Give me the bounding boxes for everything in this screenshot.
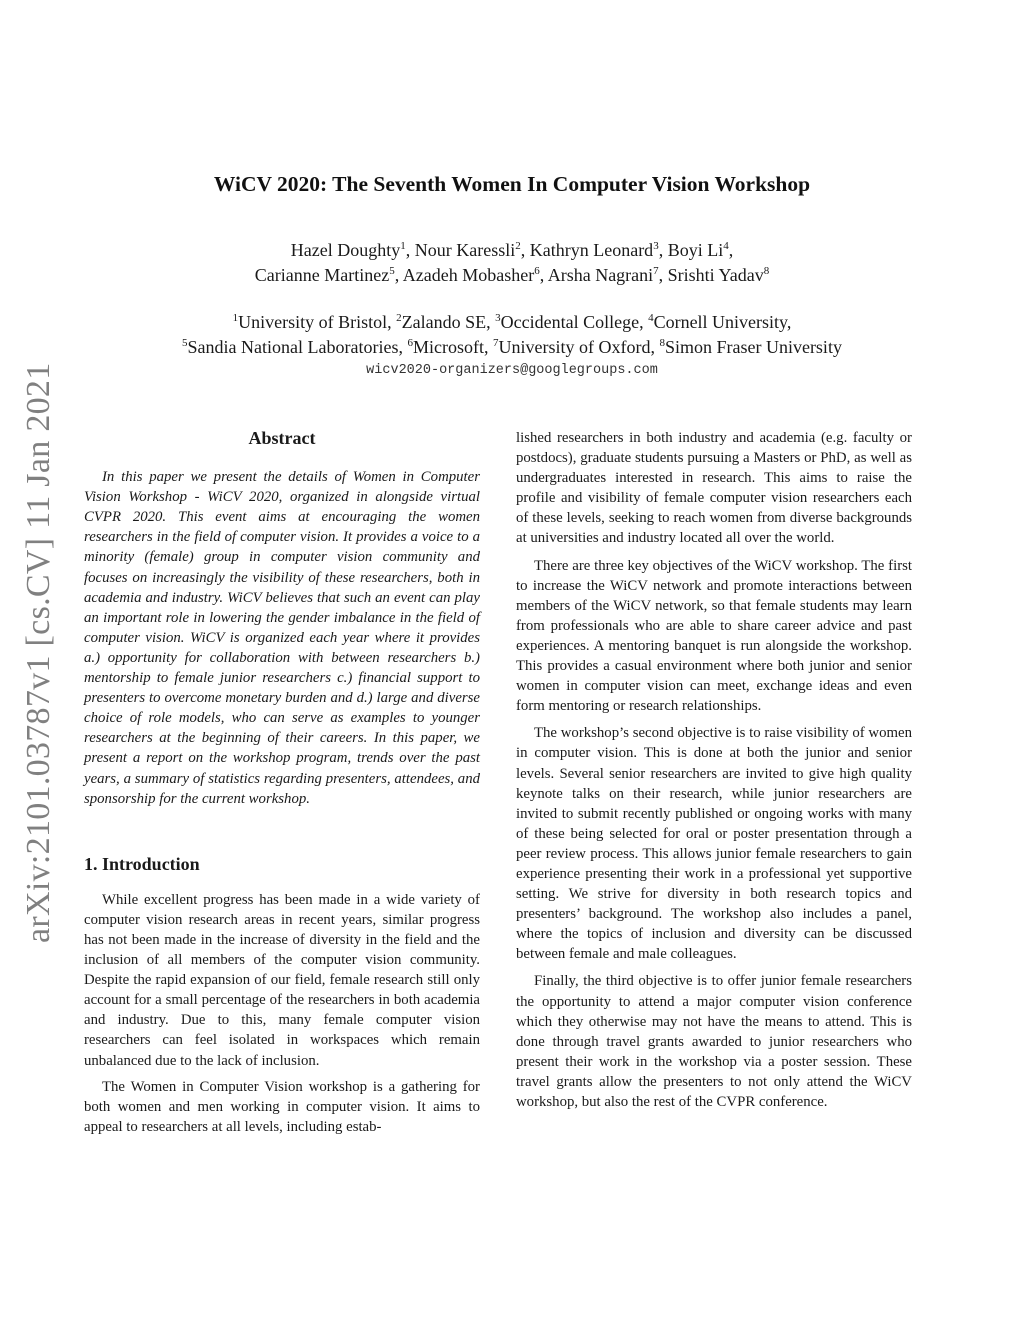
author-affil-mark: 3 — [653, 240, 659, 252]
paper-title: WiCV 2020: The Seventh Women In Computer Vision Workshop — [213, 172, 811, 196]
author-name: Hazel Doughty — [290, 240, 401, 260]
intro-paragraph-1: While excellent progress has been made in a wide variety of computer vision research areas in recent years, similar progress has not been made in the increase of diversity in the field and the inclusion of all members of the computer vision community. Despite the rapid expansion of our field, female research still only account for a small percentage of the researchers in both academia and industry. Due to this, many female computer vision researchers can feel isolated in workspaces which remain unbalanced due to the lack of inclusion. — [84, 891, 480, 1069]
author-list — [0, 238, 1024, 288]
author-line-2: Carianne Martinez$^5$, Azadeh Mobasher$^6$, Arsha Nagrani$^7$, Srishti Yadav$^8$ — [254, 265, 770, 285]
author-affil-mark: 1 — [400, 240, 406, 252]
arxiv-identifier: arXiv:2101.03787v1 [cs.CV] 11 Jan 2021 — [20, 362, 57, 943]
contact-email: wicv2020-organizers@googlegroups.com — [366, 363, 658, 378]
affiliation-name: University of Oxford — [498, 337, 651, 357]
affiliation-name: University of Bristol — [238, 312, 388, 332]
author-line-1: Hazel Doughty$^1$, Nour Karessli$^2$, Kathryn Leonard$^3$, Boyi Li$^4$, — [290, 240, 734, 260]
affil-mark: 3 — [495, 312, 501, 324]
affiliation-line-2: $^5$Sandia National Laboratories, $^6$Microsoft, $^7$University of Oxford, $^8$Simon Fraser University — [182, 337, 842, 357]
author-affil-mark: 4 — [723, 240, 729, 252]
author-name: Boyi Li — [667, 240, 724, 260]
intro-paragraph-5: Finally, the third objective is to offer junior female researchers the opportunity to attend a major computer vision conference which they otherwise may not have the means to attend. This is done through travel grants awarded to junior researchers who present their work in the workshop via a poster session. These travel grants allow the presenters to not only attend the WiCV workshop, but also the rest of the CVPR conference. — [516, 973, 912, 1110]
author-affil-mark: 6 — [534, 265, 540, 277]
author-affil-mark: 7 — [653, 265, 659, 277]
affil-mark: 4 — [648, 312, 654, 324]
author-name: Arsha Nagrani — [547, 265, 654, 285]
affiliation-name: Simon Fraser University — [664, 337, 842, 357]
abstract-text: In this paper we present the details of Women in Computer Vision Workshop - WiCV 2020, organized in alongside virtual CVPR 2020. This event aims at encouraging the women researchers in the field of computer vision. It provides a voice to a minority (female) group in computer vision community and focuses on increasingly the visibility of these researchers, both in academia and industry. WiCV believes that such an event can play an important role in lowering the gender imbalance in the field of computer vision. WiCV is organized each year where it provides a.) opportunity for collaboration with between researchers b.) mentorship to female junior researchers c.) financial support to presenters to overcome monetary burden and d.) large and diverse choice of role models, who can serve as examples to younger researchers at the beginning of their careers. In this paper, we present a report on the workshop program, trends over the past years, a summary of statistics regarding presenters, attendees, and sponsorship for the current workshop. — [84, 469, 480, 807]
affiliation-name: Sandia National Laboratories — [187, 337, 399, 357]
intro-paragraph-4: The workshop’s second objective is to raise visibility of women in computer vision. This is done at both the junior and senior levels. Several senior researchers are invited to give high quality keynote talks on their research, while junior researchers are invited to submit recently published or ongoing works with many of these being selected for oral or poster presentation through a peer review process. This allows junior female researchers to gain experience presenting their work in a professional yet supportive setting. We strive for diversity in both research topics and presenters’ background. The workshop also includes a panel, where the topics of inclusion and diversity can be discussed between female and male colleagues. — [516, 725, 912, 963]
intro-paragraph-2-continued: lished researchers in both industry and academia (e.g. faculty or postdocs), graduate students pursuing a Masters or PhD, as well as undergraduates interested in research. This aims to raise the profile and visibility of female computer vision researchers each of these levels, seeking to reach women from diverse backgrounds at universities and industry located all over the world. — [516, 430, 912, 547]
affil-mark: 7 — [492, 337, 499, 349]
author-name: Nour Karessli — [414, 240, 516, 260]
affil-mark: 1 — [232, 312, 239, 324]
author-affil-mark: 5 — [389, 265, 395, 277]
author-name: Kathryn Leonard — [529, 240, 654, 260]
affiliation-list — [0, 310, 1024, 360]
affil-mark: 2 — [396, 312, 402, 324]
affiliation-name: Zalando SE — [401, 312, 487, 332]
introduction-heading: 1. Introduction — [84, 853, 200, 874]
affil-mark: 5 — [182, 337, 188, 349]
intro-paragraph-2: The Women in Computer Vision workshop is a gathering for both women and men working in computer vision. It aims to appeal to researchers at all levels, including estab- — [84, 1078, 480, 1135]
affiliation-line-1: $^1$University of Bristol, $^2$Zalando SE, $^3$Occidental College, $^4$Cornell University, — [232, 312, 792, 332]
left-column — [84, 425, 480, 1143]
author-affil-mark: 8 — [763, 265, 770, 277]
affil-mark: 6 — [407, 337, 413, 349]
intro-paragraph-3: There are three key objectives of the WiCV workshop. The first to increase the WiCV network and promote interactions between members of the WiCV network, so that female students may learn from professionals who are able to share career advice and past experiences. A mentoring banquet is run alongside the workshop. This provides a casual environment where both junior and senior women in computer vision can meet, exchange ideas and even form mentoring or research relationships. — [516, 557, 912, 715]
affiliation-name: Occidental College — [500, 312, 640, 332]
affil-mark: 8 — [659, 337, 665, 349]
affiliation-name: Cornell University — [653, 312, 787, 332]
author-name: Carianne Martinez — [254, 265, 390, 285]
author-name: Azadeh Mobasher — [402, 265, 535, 285]
author-name: Srishti Yadav — [667, 265, 764, 285]
abstract-heading: Abstract — [248, 428, 316, 448]
affiliation-name: Microsoft — [412, 337, 484, 357]
author-affil-mark: 2 — [515, 240, 521, 252]
right-column — [516, 428, 912, 1119]
